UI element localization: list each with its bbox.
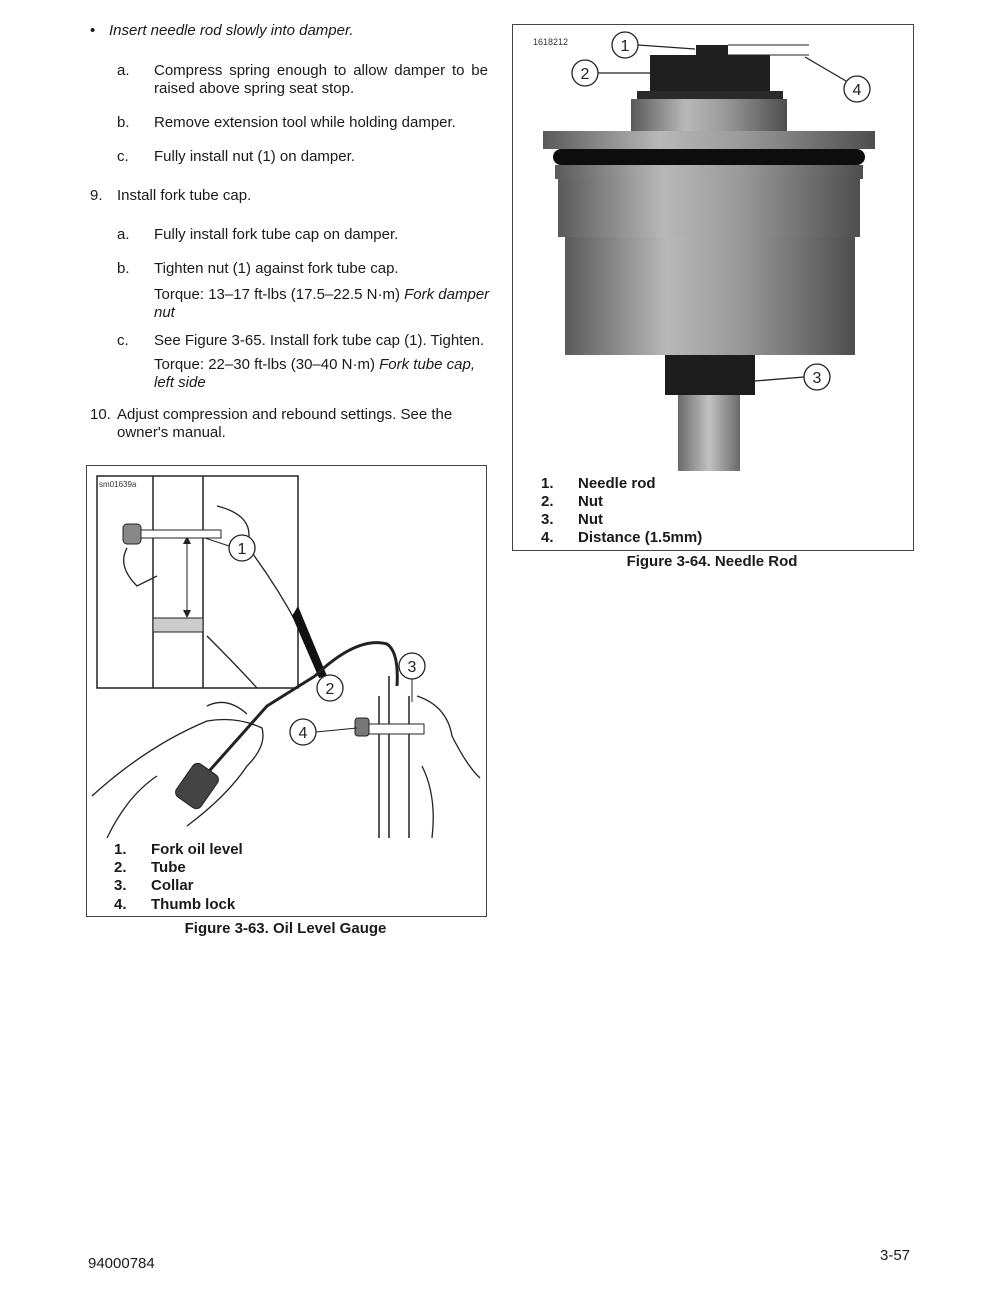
callout-2: 2 xyxy=(580,66,590,83)
legend-num: 2. xyxy=(541,493,554,510)
legend-num: 2. xyxy=(114,859,127,876)
step-text: Compress spring enough to allow damper to be raised above spring seat stop. xyxy=(154,62,488,97)
legend-num: 3. xyxy=(114,877,127,894)
torque-spec xyxy=(154,356,490,392)
figure-64-image-id: 1618212 xyxy=(533,37,569,47)
legend-label: Distance (1.5mm) xyxy=(578,529,703,546)
step-text: Install fork tube cap. xyxy=(117,187,252,204)
legend-num: 4. xyxy=(114,896,127,913)
torque-spec xyxy=(154,286,490,322)
callout-4: 4 xyxy=(298,725,308,742)
step-text: Fully install fork tube cap on damper. xyxy=(154,226,399,243)
callout-1: 1 xyxy=(620,38,630,55)
footer-doc-number: 94000784 xyxy=(88,1255,155,1272)
step-text: Tighten nut (1) against fork tube cap. xyxy=(154,260,399,277)
step-letter: a. xyxy=(117,62,130,79)
callout-4: 4 xyxy=(852,82,862,99)
step-letter: b. xyxy=(117,114,130,131)
step-letter: c. xyxy=(117,332,129,349)
legend-label: Fork oil level xyxy=(151,841,243,858)
step-letter: c. xyxy=(117,148,129,165)
torque-value: Torque: 13–17 ft-lbs (17.5–22.5 N·m) xyxy=(154,286,405,303)
legend-label: Tube xyxy=(151,859,186,876)
callout-3: 3 xyxy=(812,370,822,387)
legend-label: Needle rod xyxy=(578,475,656,492)
figure-64-caption: Figure 3-64. Needle Rod xyxy=(626,553,798,570)
torque-value: Torque: 22–30 ft-lbs (30–40 N·m) xyxy=(154,356,380,373)
legend-label: Nut xyxy=(578,493,603,510)
figure-63-image-id: sm01639a xyxy=(99,480,137,489)
step-text: Remove extension tool while holding damper. xyxy=(154,114,456,131)
torque-name: Fork tube cap, left side xyxy=(154,356,476,391)
callout-3: 3 xyxy=(407,659,417,676)
step-text: Adjust compression and rebound settings. See the owner's manual. xyxy=(117,406,453,441)
step-number: 10. xyxy=(90,406,111,423)
callout-2: 2 xyxy=(325,681,335,698)
legend-num: 1. xyxy=(541,475,554,492)
footer-page-number: 3-57 xyxy=(880,1247,911,1264)
legend-label: Nut xyxy=(578,511,603,528)
step-letter: b. xyxy=(117,260,130,277)
figure-64-photo xyxy=(513,25,911,471)
step-letter: a. xyxy=(117,226,130,243)
step-text: Fully install nut (1) on damper. xyxy=(154,148,355,165)
figure-63-caption: Figure 3-63. Oil Level Gauge xyxy=(184,920,387,937)
bullet-text: Insert needle rod slowly into damper. xyxy=(109,22,354,39)
figure-63-illustration xyxy=(87,466,484,838)
callout-1: 1 xyxy=(237,541,247,558)
step-number: 9. xyxy=(90,187,103,204)
legend-label: Thumb lock xyxy=(151,896,236,913)
bullet-marker: • xyxy=(90,22,96,39)
step-text: See Figure 3-65. Install fork tube cap (1). Tighten. xyxy=(154,332,485,349)
legend-num: 1. xyxy=(114,841,127,858)
legend-num: 3. xyxy=(541,511,554,528)
legend-num: 4. xyxy=(541,529,554,546)
torque-name: Fork damper nut xyxy=(154,286,490,321)
legend-label: Collar xyxy=(151,877,194,894)
